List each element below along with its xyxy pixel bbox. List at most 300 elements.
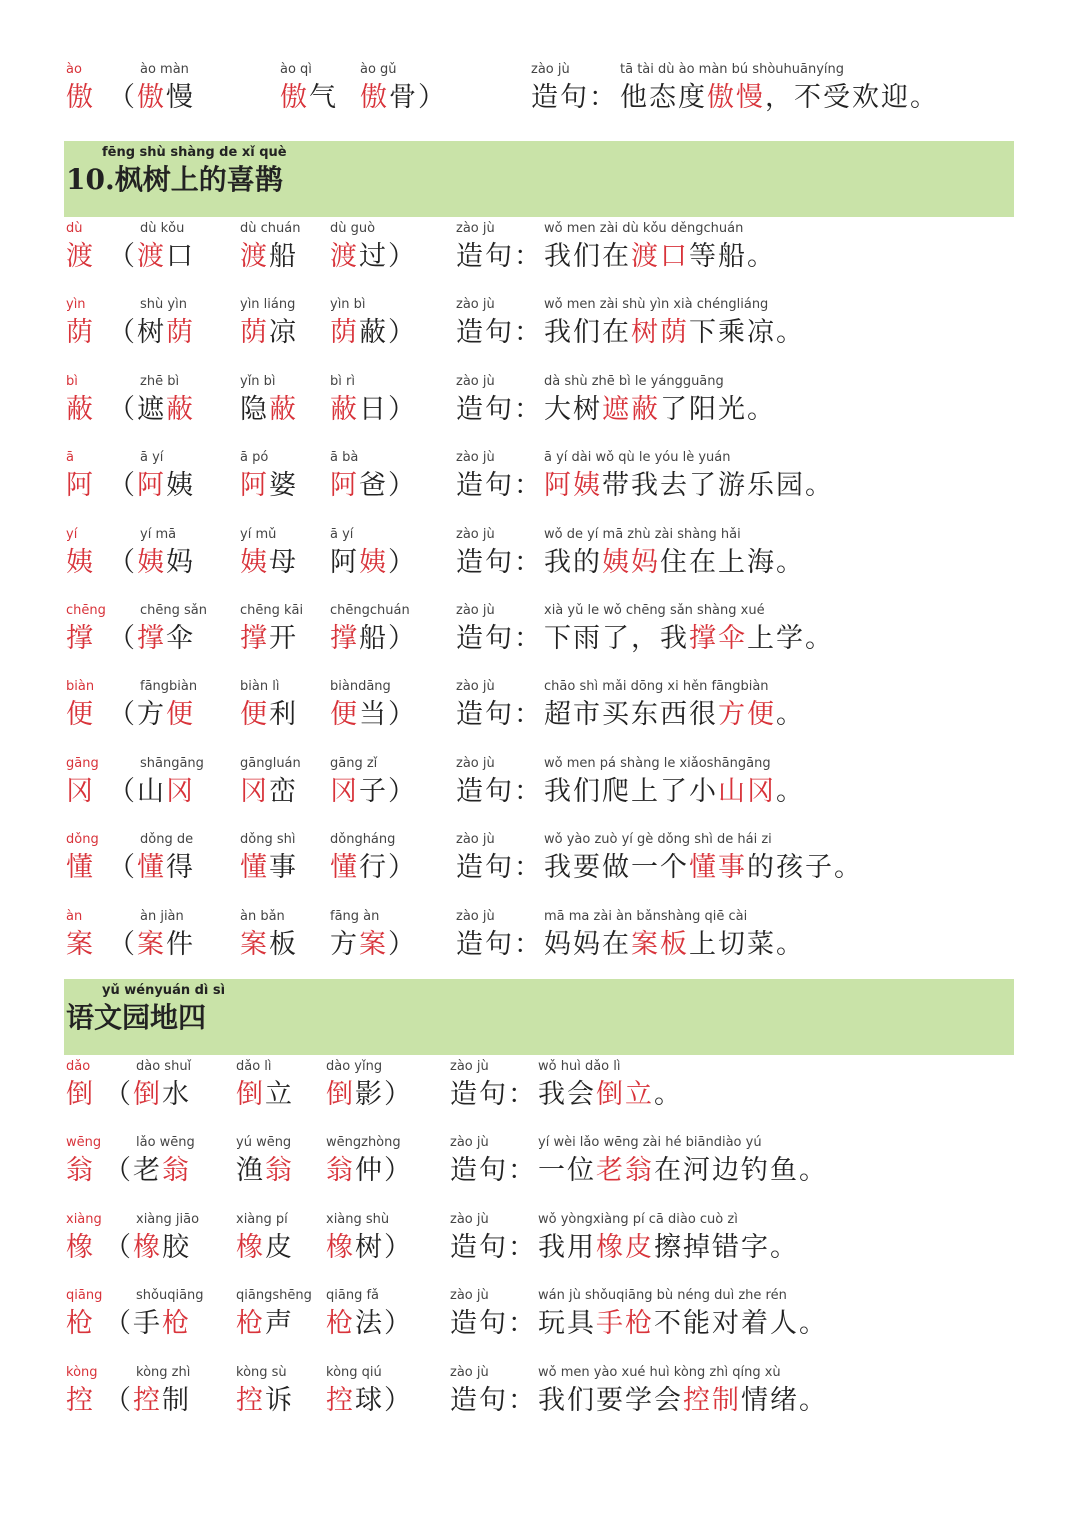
open-paren: （ [108,241,137,272]
section-title-pinyin: fēng shù shàng de xǐ què [102,145,287,160]
main-character-pinyin: yìn [66,297,86,312]
word-pinyin: dào shuǐ [136,1059,192,1074]
example-sentence [544,907,805,963]
word-text [326,1385,384,1416]
word-pinyin: ào màn [140,62,189,77]
word-group [326,1286,413,1342]
sentence-segment: 我用 [538,1232,596,1263]
sentence-text-line [544,850,863,886]
word-char: 撑 [330,623,359,654]
word-group [236,1133,294,1189]
example-sentence [544,677,805,733]
word-char: 冈 [330,776,359,807]
word-text [137,470,195,501]
word-pinyin: gāng zǐ [330,756,378,771]
close-paren: ） [388,623,417,654]
word-group [330,372,417,428]
word-char: 峦 [269,776,298,807]
sentence-highlight: 手枪 [596,1308,654,1339]
word-char: 懂 [240,852,269,883]
main-character [66,601,106,657]
word-char: 姨 [359,547,388,578]
sentence-text-line [620,80,939,116]
vocab-row [0,219,1080,295]
close-paren: ） [388,547,417,578]
word-char: 子 [359,776,388,807]
word-pinyin: xiàng pí [236,1212,288,1227]
sentence-label-text: 造句： [456,929,543,960]
sentence-highlight: 方便 [718,699,776,730]
word-text [133,1308,191,1339]
word-group [108,372,195,428]
word-char: 懂 [137,852,166,883]
word-text-line [108,927,195,963]
word-group [108,448,195,504]
main-character-pinyin: dǒng [66,832,99,847]
word-text [330,317,388,348]
word-text [236,1155,294,1186]
section-title-pinyin: yǔ wényuán dì sì [102,983,226,998]
word-pinyin: dǒng de [140,832,194,847]
sentence-text-line [544,774,805,810]
word-pinyin: yú wēng [236,1135,292,1150]
main-character-pinyin: qiāng [66,1288,103,1303]
close-paren: ） [388,241,417,272]
word-char: 荫 [330,317,359,348]
word-group [104,1133,195,1189]
word-char: 件 [166,929,195,960]
word-pinyin: àn bǎn [240,909,285,924]
sentence-highlight: 老翁 [596,1155,654,1186]
word-group [240,372,298,428]
word-char: 橡 [133,1232,162,1263]
example-sentence [544,372,776,428]
word-pinyin: yìn liáng [240,297,296,312]
word-text [326,1079,384,1110]
word-char: 阿 [137,470,166,501]
main-character [66,448,95,504]
word-char: 控 [326,1385,355,1416]
word-text [330,241,388,272]
main-character-text: 枪 [66,1308,95,1339]
word-char: 撑 [240,623,269,654]
word-char: 渡 [137,241,166,272]
sentence-text-line [544,927,805,963]
word-pinyin: yí mā [140,527,177,542]
word-pinyin: ào qì [280,62,312,77]
vocab-row [0,60,1080,136]
example-sentence [544,295,805,351]
word-pinyin: dù chuán [240,221,301,236]
word-pinyin: shù yìn [140,297,187,312]
example-sentence [544,830,863,886]
sentence-label-pinyin: zào jù [456,756,495,771]
word-char: 船 [269,241,298,272]
sentence-pinyin: xià yǔ le wǒ chēng sǎn shàng xué [544,603,765,618]
example-sentence [544,219,776,275]
word-text-line [108,697,197,733]
word-text-line [104,1153,195,1189]
sentence-segment: 我们在 [544,317,631,348]
sentence-segment: 上切菜。 [689,929,805,960]
sentence-highlight: 案板 [631,929,689,960]
word-text-line [108,621,207,657]
open-paren: （ [104,1308,133,1339]
sentence-label-pinyin: zào jù [456,832,495,847]
word-char: 当 [359,699,388,730]
word-char: 冈 [166,776,195,807]
word-text-line [108,468,195,504]
word-pinyin: xiàng jiāo [136,1212,200,1227]
example-sentence [544,754,805,810]
word-text-line [326,1306,413,1342]
word-group [240,448,298,504]
word-pinyin: yí mǔ [240,527,277,542]
main-character [66,60,95,116]
sentence-label-text: 造句： [450,1308,537,1339]
word-text [330,470,388,501]
word-group [104,1286,204,1342]
word-text-line [330,239,417,275]
section-header [64,141,1014,217]
sentence-label-pinyin: zào jù [450,1059,489,1074]
word-pinyin: chēng sǎn [140,603,207,618]
section-title: 语文园地四 [66,1001,207,1034]
word-text [137,776,195,807]
word-text [326,1155,384,1186]
main-character-text: 阿 [66,470,95,501]
sentence-label [450,1057,537,1113]
word-group [108,525,195,581]
word-group [240,677,298,733]
word-pinyin: ā yí [330,527,354,542]
word-group [240,219,300,275]
sentence-text-line [544,392,776,428]
close-paren: ） [388,394,417,425]
word-pinyin: qiāng fǎ [326,1288,379,1303]
sentence-label [456,907,543,963]
word-char: 便 [330,699,359,730]
main-character-text: 姨 [66,547,95,578]
sentence-label [531,60,618,116]
close-paren: ） [384,1232,413,1263]
vocab-row [0,677,1080,753]
word-group [108,219,195,275]
sentence-segment: ，不受欢迎。 [765,82,939,113]
sentence-text-line [544,239,776,275]
sentence-pinyin: wǒ men pá shàng le xiǎoshāngāng [544,756,771,771]
word-pinyin: biàn lì [240,679,280,694]
word-group [108,907,195,963]
sentence-pinyin: wǒ men zài dù kǒu děngchuán [544,221,744,236]
word-text-line [240,545,298,581]
word-pinyin: xiàng shù [326,1212,390,1227]
word-group [240,907,298,963]
word-text-line [108,239,195,275]
word-group [326,1210,413,1266]
vocab-row [0,448,1080,524]
vocab-row [0,754,1080,830]
word-text-line [240,774,301,810]
word-char: 控 [236,1385,265,1416]
open-paren: （ [108,929,137,960]
word-text-line [280,80,338,116]
sentence-pinyin: mā ma zài àn bǎnshàng qiē cài [544,909,748,924]
word-text [330,776,388,807]
word-text [326,1308,384,1339]
word-text [360,82,418,113]
main-character-text: 橡 [66,1232,95,1263]
vocab-row [0,1363,1080,1439]
word-char: 阿 [330,547,359,578]
main-character [66,1286,102,1342]
word-pinyin: qiāngshēng [236,1288,312,1303]
word-group [326,1057,413,1113]
sentence-pinyin: wǒ huì dǎo lì [538,1059,621,1074]
word-char: 渔 [236,1155,265,1186]
word-text [133,1155,191,1186]
sentence-pinyin: wǒ de yí mā zhù zài shàng hǎi [544,527,741,542]
word-group [236,1210,294,1266]
sentence-label-text: 造句： [456,470,543,501]
word-char: 傲 [360,82,389,113]
word-text [330,623,388,654]
sentence-label-text: 造句： [456,547,543,578]
vocab-row [0,525,1080,601]
word-text [236,1232,294,1263]
sentence-label-text: 造句： [456,623,543,654]
sentence-text-line [544,697,805,733]
sentence-highlight: 山冈 [718,776,776,807]
word-char: 案 [240,929,269,960]
word-text-line [240,315,298,351]
sentence-pinyin: yí wèi lǎo wēng zài hé biāndiào yú [538,1135,762,1150]
sentence-label-pinyin: zào jù [456,909,495,924]
main-character-text: 傲 [66,82,95,113]
word-group [280,60,338,116]
word-text [240,699,298,730]
word-char: 手 [133,1308,162,1339]
sentence-highlight: 树荫 [631,317,689,348]
open-paren: （ [108,547,137,578]
main-character-pinyin: àn [66,909,83,924]
word-char: 荫 [166,317,195,348]
sentence-label-text: 造句： [456,852,543,883]
sentence-pinyin: wǒ yòngxiàng pí cā diào cuò zì [538,1212,738,1227]
word-text-line [108,545,195,581]
word-text-line [330,545,417,581]
word-char: 阿 [330,470,359,501]
word-text-line [108,392,195,428]
sentence-label-text: 造句： [456,776,543,807]
sentence-highlight: 橡皮 [596,1232,654,1263]
sentence-segment: 我们爬上了小 [544,776,718,807]
sentence-segment: 我会 [538,1079,596,1110]
close-paren: ） [384,1385,413,1416]
word-char: 伞 [166,623,195,654]
word-group [330,601,417,657]
sentence-label [450,1286,537,1342]
open-paren: （ [108,852,137,883]
word-char: 声 [265,1308,294,1339]
word-group [326,1363,413,1419]
sentence-label-pinyin: zào jù [531,62,570,77]
word-group [108,830,195,886]
word-pinyin: yǐn bì [240,374,276,389]
sentence-segment: 等船。 [689,241,776,272]
main-character [66,830,99,886]
word-text-line [326,1230,413,1266]
word-text-line [240,927,298,963]
sentence-segment: 大树 [544,394,602,425]
main-character-pinyin: gāng [66,756,99,771]
word-text-line [240,468,298,504]
word-char: 冈 [240,776,269,807]
word-text-line [108,315,195,351]
sentence-label [450,1363,537,1419]
word-char: 开 [269,623,298,654]
word-char: 妈 [166,547,195,578]
sentence-segment: 玩具 [538,1308,596,1339]
word-pinyin: dù kǒu [140,221,185,236]
word-text [240,776,298,807]
word-char: 胶 [162,1232,191,1263]
word-char: 得 [166,852,195,883]
vocab-row [0,907,1080,983]
word-char: 倒 [133,1079,162,1110]
example-sentence [544,601,834,657]
word-char: 渡 [330,241,359,272]
word-text [240,547,298,578]
word-text-line [330,392,417,428]
word-pinyin: zhē bì [140,374,180,389]
sentence-label-text: 造句： [450,1079,537,1110]
word-text [137,241,195,272]
word-pinyin: ā bà [330,450,359,465]
close-paren: ） [388,699,417,730]
word-pinyin: dǒngháng [330,832,396,847]
word-text-line [236,1230,294,1266]
word-text [133,1385,191,1416]
sentence-label-pinyin: zào jù [456,221,495,236]
word-char: 翁 [326,1155,355,1186]
sentence-label-pinyin: zào jù [450,1288,489,1303]
word-text-line [240,697,298,733]
sentence-pinyin: ā yí dài wǒ qù le yóu lè yuán [544,450,731,465]
word-text [330,852,388,883]
main-character-text: 翁 [66,1155,95,1186]
word-char: 蔽 [166,394,195,425]
word-text [240,317,298,348]
word-char: 橡 [236,1232,265,1263]
sentence-text-line [544,315,805,351]
word-char: 翁 [265,1155,294,1186]
sentence-label-pinyin: zào jù [456,374,495,389]
sentence-label-text: 造句： [450,1385,537,1416]
word-text [133,1232,191,1263]
word-char: 诉 [265,1385,294,1416]
main-character-text: 懂 [66,852,95,883]
close-paren: ） [384,1155,413,1186]
word-pinyin: bì rì [330,374,355,389]
sentence-pinyin: tā tài dù ào màn bú shòuhuānyíng [620,62,844,77]
close-paren: ） [388,929,417,960]
sentence-segment: 我们要学会 [538,1385,683,1416]
word-pinyin: wēngzhòng [326,1135,401,1150]
sentence-segment: 我的 [544,547,602,578]
sentence-text-line [538,1153,828,1189]
word-text [137,317,195,348]
word-text-line [330,697,417,733]
close-paren: ） [388,776,417,807]
word-char: 立 [265,1079,294,1110]
word-group [360,60,447,116]
main-character-pinyin: ā [66,450,74,465]
word-char: 橡 [326,1232,355,1263]
word-text [330,929,388,960]
sentence-label-pinyin: zào jù [456,527,495,542]
word-text [236,1079,294,1110]
word-text [240,394,298,425]
word-char: 姨 [240,547,269,578]
sentence-label-pinyin: zào jù [450,1135,489,1150]
word-char: 树 [355,1232,384,1263]
sentence-label-text: 造句： [531,82,618,113]
sentence-label [456,295,543,351]
word-text-line [240,850,298,886]
word-char: 案 [359,929,388,960]
word-group [240,525,298,581]
open-paren: （ [108,623,137,654]
open-paren: （ [104,1155,133,1186]
word-text [240,852,298,883]
sentence-text-line [544,468,834,504]
word-text [330,699,388,730]
sentence-label-text: 造句： [456,317,543,348]
sentence-label [456,448,543,504]
word-pinyin: gāngluán [240,756,301,771]
word-text [240,623,298,654]
word-text [236,1308,294,1339]
sentence-label-text: 造句： [456,394,543,425]
sentence-segment: 情绪。 [741,1385,828,1416]
sentence-text-line [538,1383,828,1419]
main-character-pinyin: bì [66,374,78,389]
word-text [133,1079,191,1110]
open-paren: （ [108,394,137,425]
word-text [330,547,388,578]
word-pinyin: fāng àn [330,909,380,924]
word-text-line [326,1077,413,1113]
sentence-label-pinyin: zào jù [456,603,495,618]
open-paren: （ [104,1232,133,1263]
word-pinyin: dù guò [330,221,376,236]
word-group [108,754,204,810]
main-character-pinyin: dù [66,221,83,236]
word-char: 蔽 [330,394,359,425]
sentence-segment: 。 [776,699,805,730]
word-text-line [330,850,417,886]
word-pinyin: dǎo lì [236,1059,272,1074]
word-text-line [104,1230,199,1266]
word-char: 渡 [240,241,269,272]
word-text-line [108,850,195,886]
main-character-pinyin: wēng [66,1135,102,1150]
sentence-pinyin: wǒ men zài shù yìn xià chéngliáng [544,297,769,312]
word-group [104,1363,191,1419]
example-sentence [544,525,805,581]
word-char: 球 [355,1385,384,1416]
